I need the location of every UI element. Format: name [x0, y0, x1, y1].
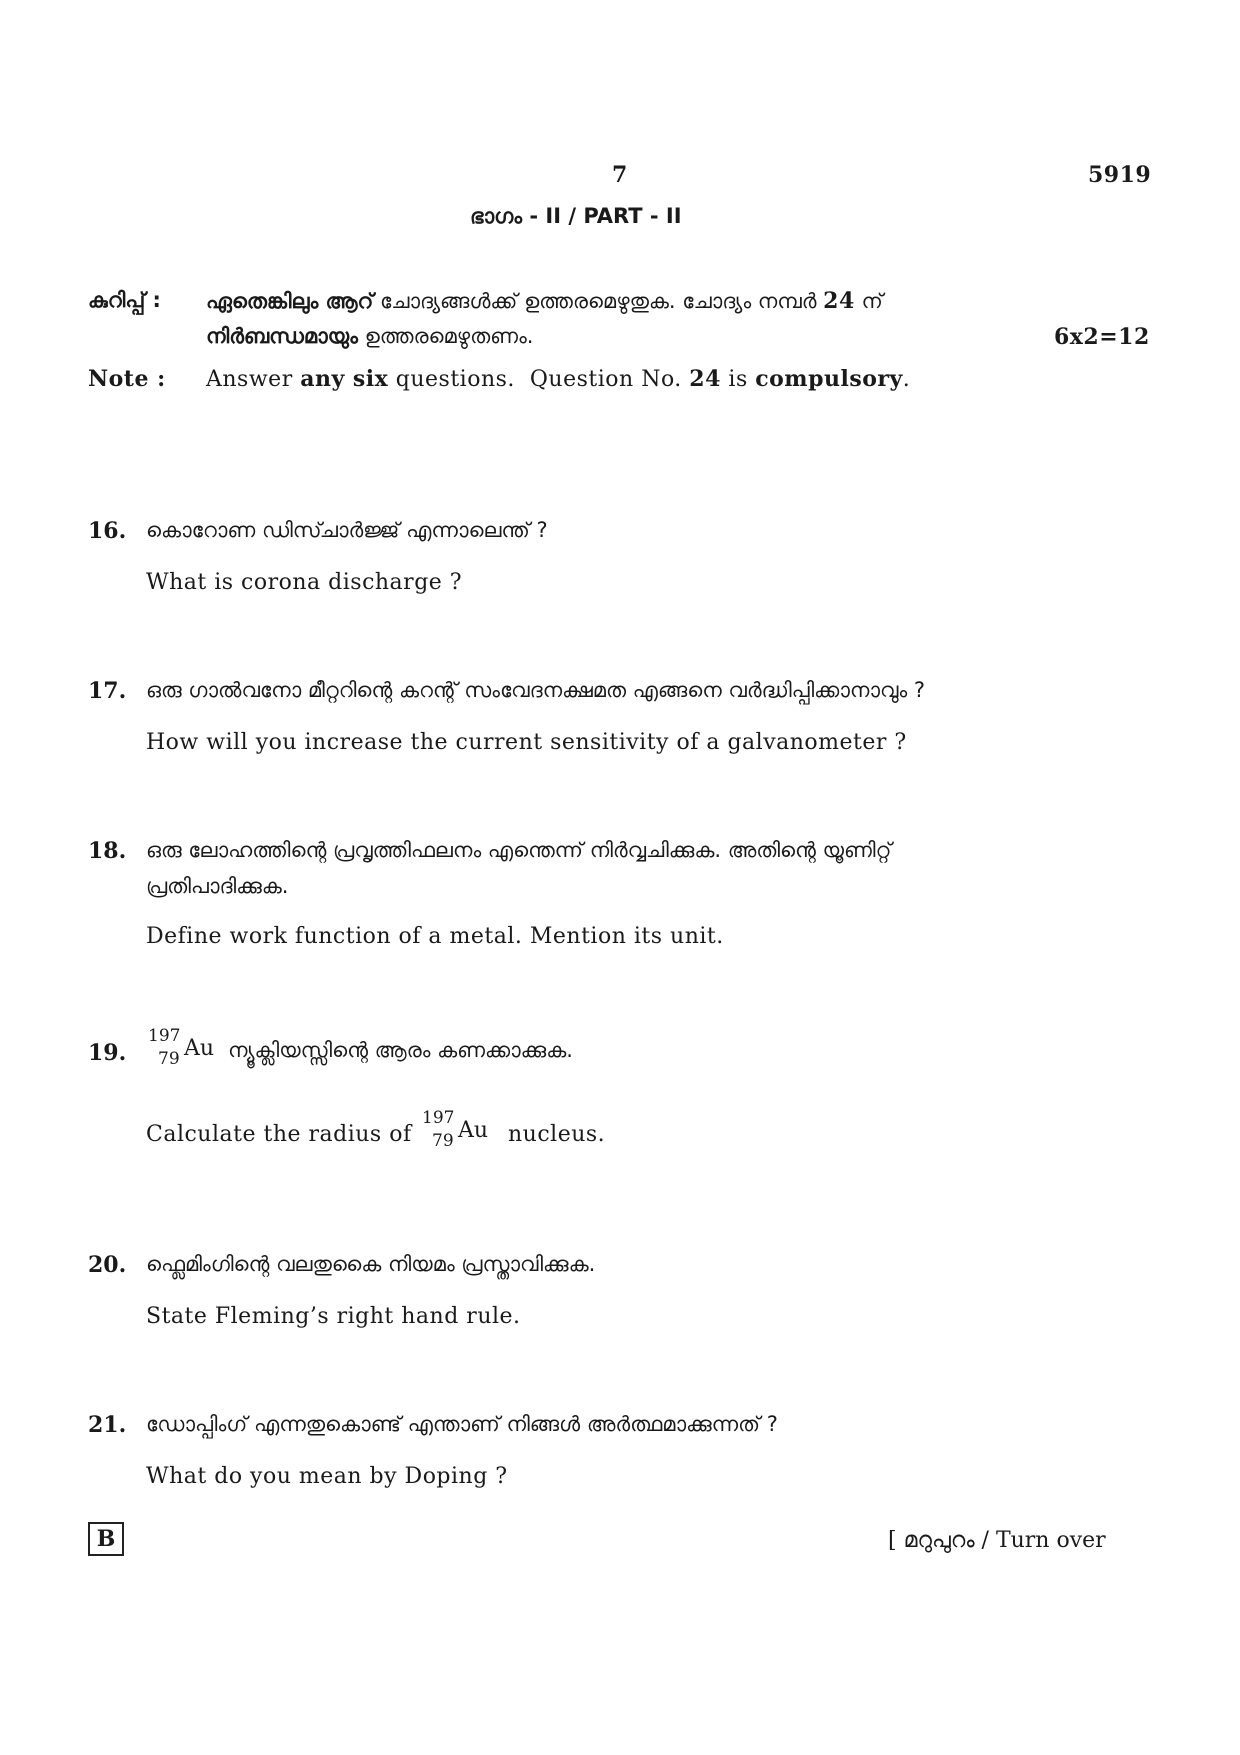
mass-number: 197: [422, 1108, 455, 1128]
note-any-six: any six: [300, 366, 389, 392]
turn-over-label: [ മറുപുറം / Turn over: [888, 1528, 1106, 1553]
ml-note-label: കുറിപ്പ് :: [88, 288, 161, 312]
ml-note-line1: [206, 288, 1096, 314]
question-ml: ഫ്ലെമിംഗിന്റെ വലതുകൈ നിയമം പ്രസ്താവിക്കുക.: [146, 1252, 596, 1276]
question-en-part1: Calculate the radius of: [146, 1122, 412, 1147]
question-ml: ഒരു ലോഹത്തിന്റെ പ്രവൃത്തിഫലനം എന്തെന്ന് നിർവ്വചിക്കുക. അതിന്റെ യൂണിറ്റ്: [146, 838, 892, 862]
note-label: Note :: [88, 366, 166, 392]
ml-note-text1: ചോദ്യങ്ങൾക്ക് ഉത്തരമെഴുതുക. ചോദ്യം നമ്പർ: [373, 289, 824, 313]
question-number: 18.: [88, 838, 127, 864]
note-text-1: Answer: [206, 367, 301, 392]
question-number: 19.: [88, 1040, 127, 1066]
ml-note-text2: ന്: [854, 289, 883, 313]
atomic-number: 79: [432, 1131, 454, 1151]
question-number: 21.: [88, 1412, 127, 1438]
gold-nuclide: [146, 1026, 215, 1072]
marks-allocation: 6x2=12: [1054, 324, 1150, 350]
question-ml-line2: പ്രതിപാദിക്കുക.: [146, 874, 289, 898]
element-symbol: Au: [184, 1036, 215, 1061]
part-title: ഭാഗം - II / PART - II: [470, 204, 682, 228]
ml-note-line2: [206, 324, 533, 349]
note-text-4: .: [902, 367, 911, 392]
question-en: State Fleming’s right hand rule.: [146, 1304, 521, 1329]
ml-note-bold2: നിർബന്ധമായും: [206, 324, 358, 348]
paper-code: 5919: [1088, 162, 1152, 188]
note-compulsory: compulsory: [755, 366, 903, 392]
mass-number: 197: [148, 1026, 181, 1046]
gold-nuclide: [420, 1108, 489, 1154]
note-text-3: is: [720, 367, 756, 392]
note-qno: 24: [689, 366, 721, 392]
nuclide-notation-en: [420, 1108, 489, 1154]
ml-note-bold1: ഏതെങ്കിലും ആറ്: [206, 289, 374, 313]
element-symbol: Au: [458, 1118, 489, 1143]
question-number: 16.: [88, 518, 127, 544]
question-ml: ന്യൂക്ലിയസ്സിന്റെ ആരം കണക്കാക്കുക.: [228, 1038, 573, 1062]
ml-note-qno: 24: [823, 288, 855, 314]
question-en: What is corona discharge ?: [146, 570, 463, 595]
atomic-number: 79: [158, 1049, 180, 1069]
note-text-2: questions. Question No.: [388, 367, 690, 392]
question-ml: ഒരു ഗാൽവനോ മീറ്ററിന്റെ കറന്റ് സംവേദനക്ഷമത എങ്ങനെ വർദ്ധിപ്പിക്കാനാവും ?: [146, 678, 926, 702]
question-en-part2: nucleus.: [508, 1122, 606, 1147]
question-en: What do you mean by Doping ?: [146, 1464, 508, 1489]
question-number: 17.: [88, 678, 127, 704]
question-ml: കൊറോണ ഡിസ്ചാർജ്ജ് എന്നാലെന്ത് ?: [146, 518, 548, 542]
ml-note-text3: ഉത്തരമെഴുതണം.: [357, 324, 534, 348]
note-text: [206, 366, 910, 392]
question-en: Define work function of a metal. Mention its unit.: [146, 924, 724, 949]
question-en: How will you increase the current sensitivity of a galvanometer ?: [146, 730, 907, 755]
version-box: B: [88, 1522, 124, 1556]
page-number: 7: [612, 162, 628, 188]
question-ml: ഡോപ്പിംഗ് എന്നതുകൊണ്ട് എന്താണ് നിങ്ങൾ അർത്ഥമാക്കുന്നത് ?: [146, 1412, 778, 1436]
question-number: 20.: [88, 1252, 127, 1278]
nuclide-notation: [146, 1026, 215, 1072]
